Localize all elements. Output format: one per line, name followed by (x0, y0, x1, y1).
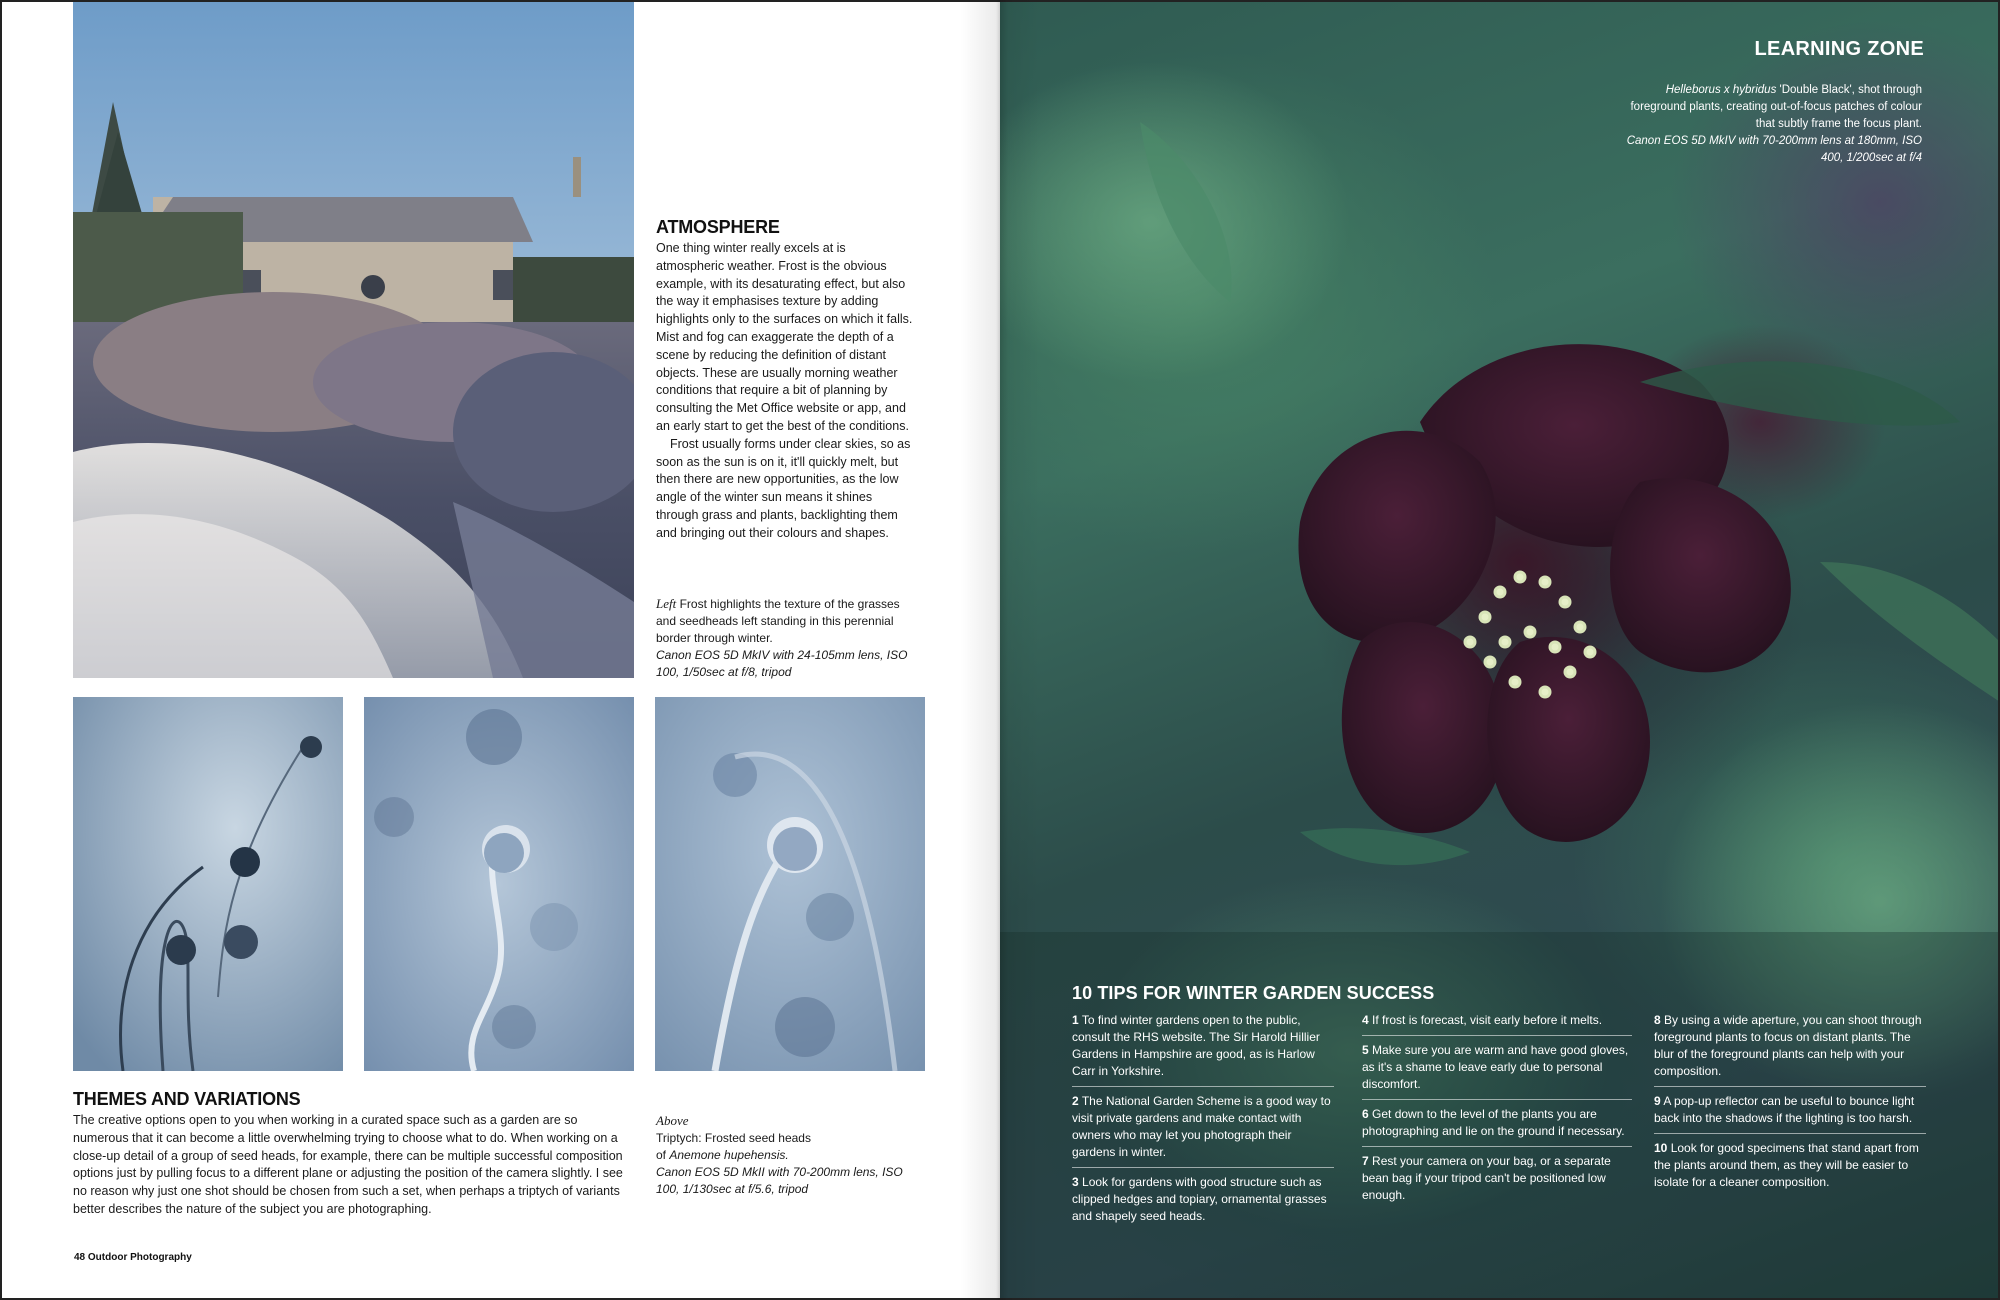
tip-item (1362, 1106, 1632, 1147)
hero-caption-text: 'Double Black', shot through foreground plants, creating out-of-focus patches of colour that subtly frame the focus plant. (1630, 84, 1922, 130)
tip-text: By using a wide aperture, you can shoot through foreground plants to focus on distant plants. The blur of the foreground plants can help with your composition. (1654, 1013, 1922, 1078)
tip-item (1072, 1012, 1334, 1087)
tip-item (1362, 1042, 1632, 1100)
above-caption (656, 1112, 914, 1198)
page-folio: 48 Outdoor Photography (74, 1252, 192, 1263)
tip-item (1362, 1012, 1632, 1036)
left-caption-tech: Canon EOS 5D MkIV with 24-105mm lens, ISO 100, 1/50sec at f/8, tripod (656, 648, 908, 679)
above-caption-line1: Triptych: Frosted seed heads (656, 1131, 811, 1145)
hero-caption-tech: Canon EOS 5D MkIV with 70-200mm lens at 180mm, ISO 400, 1/200sec at f/4 (1626, 135, 1922, 164)
themes-heading: THEMES AND VARIATIONS (73, 1089, 301, 1109)
seedhead-photo-1 (73, 697, 343, 1071)
tip-text: To find winter gardens open to the public, consult the RHS website. The Sir Harold Hillier Gardens in Hampshire are good, as is Harlow Carr in Yorkshire. (1072, 1013, 1320, 1078)
tips-column-1 (1072, 1012, 1334, 1237)
tip-text: Look for gardens with good structure such as clipped hedges and topiary, ornamental grasses and shapely seed heads. (1072, 1175, 1327, 1223)
seedhead-photo-2 (364, 697, 634, 1071)
tips-column-2 (1362, 1012, 1632, 1216)
tip-item (1072, 1174, 1334, 1231)
atmosphere-para-1: One thing winter really excels at is atmospheric weather. Frost is the obvious example, with its desaturating effect, but also the way it emphasises texture by adding highlights only to the surfaces on which it falls. Mist and fog can exaggerate the depth of a scene by reducing the definition of distant objects. These are usually morning weather conditions that require a bit of planning by consulting the Met Office website or app, and an early start to get the best of the conditions. (656, 241, 913, 433)
tip-text: Get down to the level of the plants you are photographing and lie on the ground if necessary. (1362, 1107, 1625, 1138)
seedhead-photo-3 (655, 697, 925, 1071)
tip-item (1654, 1093, 1926, 1134)
tip-number: 3 (1072, 1175, 1079, 1189)
above-caption-tech: Canon EOS 5D MkII with 70-200mm lens, ISO 100, 1/130sec at f/5.6, tripod (656, 1165, 903, 1196)
themes-body: The creative options open to you when working in a curated space such as a garden are so numerous that it can become a little overwhelming trying to choose what to do. When working on a close-up detail of a group of seed heads, for example, there can be multiple successful composition options just by pulling focus to a different plane or adjusting the position of the camera slightly. I see no reason why just one shot should be chosen from such a set, when perhaps a triptych of variants better describes the nature of the subject you are photographing. (73, 1113, 623, 1216)
left-caption (656, 595, 914, 681)
tip-number: 1 (1072, 1013, 1079, 1027)
tip-text: The National Garden Scheme is a good way to visit private gardens and make contact with owners who may let you photograph their gardens in winter. (1072, 1094, 1331, 1159)
above-caption-line2: of (656, 1148, 670, 1162)
tips-column-3 (1654, 1012, 1926, 1203)
tip-number: 9 (1654, 1094, 1661, 1108)
tip-text: A pop-up reflector can be useful to bounce light back into the shadows if the lighting is too harsh. (1654, 1094, 1915, 1125)
above-caption-species: Anemone hupehensis. (669, 1148, 789, 1162)
tip-item (1362, 1153, 1632, 1210)
tips-title: 10 TIPS FOR WINTER GARDEN SUCCESS (1072, 983, 1435, 1003)
tip-number: 6 (1362, 1107, 1369, 1121)
atmosphere-para-2: Frost usually forms under clear skies, so as soon as the sun is on it, it'll quickly melt, but then there are new opportunities, as the low angle of the winter sun means it shines through grass and plants, backlighting them and bringing out their colours and shapes. (656, 436, 911, 540)
tip-text: Rest your camera on your bag, or a separate bean bag if your tripod can't be positioned low enough. (1362, 1154, 1611, 1202)
tip-text: If frost is forecast, visit early before it melts. (1372, 1013, 1603, 1027)
atmosphere-heading: ATMOSPHERE (656, 217, 780, 237)
frost-garden-photo (73, 2, 634, 678)
atmosphere-body (656, 240, 914, 543)
section-tag: LEARNING ZONE (1754, 38, 1924, 60)
above-caption-lead: Above (656, 1113, 689, 1128)
right-page (1000, 0, 2000, 1300)
tip-number: 10 (1654, 1141, 1668, 1155)
tip-text: Look for good specimens that stand apart from the plants around them, as they will be easier to isolate for a cleaner composition. (1654, 1141, 1919, 1189)
tip-number: 7 (1362, 1154, 1369, 1168)
tip-item (1654, 1140, 1926, 1197)
hero-caption (1612, 82, 1922, 167)
hero-caption-species: Helleborus x hybridus (1665, 84, 1777, 96)
tip-number: 5 (1362, 1043, 1369, 1057)
tip-number: 2 (1072, 1094, 1079, 1108)
tip-number: 4 (1362, 1013, 1369, 1027)
tip-item (1072, 1093, 1334, 1168)
tip-text: Make sure you are warm and have good gloves, as it's a shame to leave early due to personal discomfort. (1362, 1043, 1629, 1091)
left-caption-text: Frost highlights the texture of the grasses and seedheads left standing in this perennial border through winter. (656, 597, 900, 645)
left-caption-lead: Left (656, 596, 677, 611)
tip-number: 8 (1654, 1013, 1661, 1027)
tip-item (1654, 1012, 1926, 1087)
